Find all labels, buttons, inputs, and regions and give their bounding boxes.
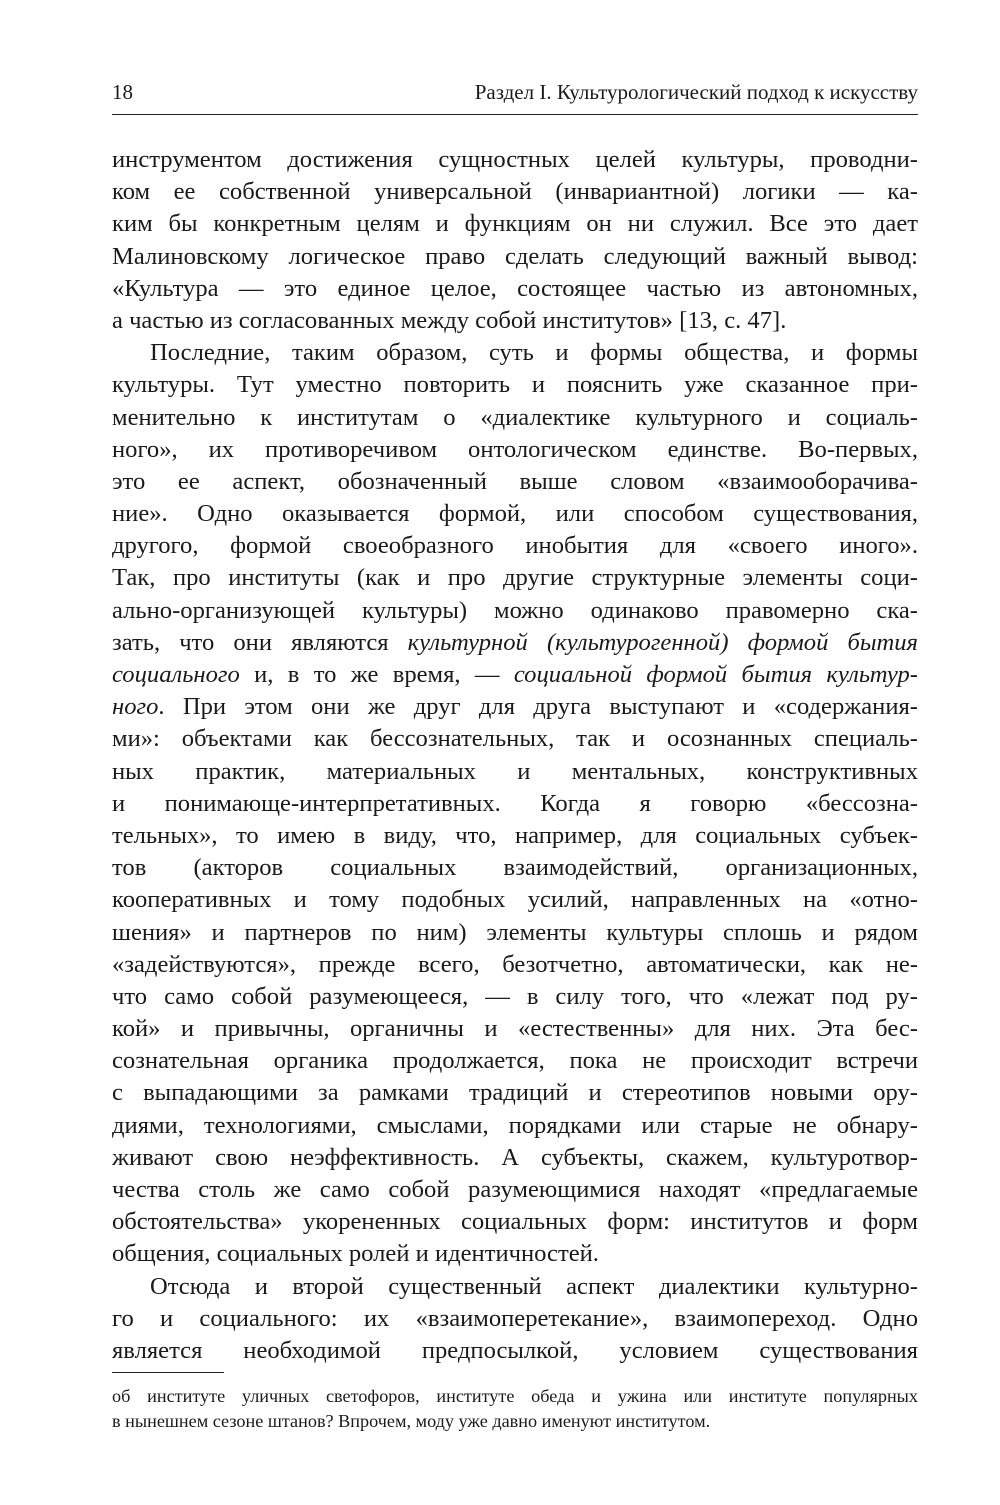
italic-phrase: ного [112,693,159,721]
text-line: является необходимой предпосылкой, условием существования [112,1336,918,1364]
italic-phrase: культурной (культурогенной) формой бытия [407,628,918,656]
text-line: кой» и привычны, органичны и «естественны» для них. Эта бес- [112,1015,918,1043]
text-line: сознательная органика продолжается, пока не происходит встречи [112,1047,918,1075]
text-line: с выпадающими за рамками традиций и стереотипов новыми ору- [112,1079,918,1107]
text-line: ально-организующей культуры) можно одинаково правомерно ска- [112,596,918,624]
text-line: другого, формой своеобразного инобытия для «своего иного». [112,532,918,560]
text-line: диями, технологиями, смыслами, порядками или старые не обнару- [112,1111,918,1139]
footnote-line: в нынешнем сезоне штанов? Впрочем, моду уже давно именуют институтом. [112,1411,711,1431]
text-line: кооперативных и тому подобных усилий, направленных на «отно- [112,886,918,914]
footnote-rule [112,1372,224,1373]
text-line: что само собой разумеющееся, — в силу того, что «лежат под ру- [112,982,918,1010]
text-line: менительно к институтам о «диалектике культурного и социаль- [112,403,918,431]
text-segment: . При этом они же друг для друга выступают и «содержания- [158,693,918,721]
text-line: «задействуются», прежде всего, безотчетно, автоматически, как не- [112,950,918,978]
text-line: ных практик, материальных и ментальных, конструктивных [112,757,918,785]
italic-phrase: социальной формой бытия культур- [513,661,918,688]
text-line: тов (акторов социальных взаимодействий, организационных, [112,854,918,882]
text-line: Отсюда и второй существенный аспект диалектики культурно- [150,1272,918,1300]
text-line: и понимающе-интерпретативных. Когда я говорю «бессозна- [112,789,918,817]
footnote-line: об институте уличных светофоров, институте обеда и ужина или институте популярных [112,1386,918,1406]
text-line: а частью из согласованных между собой институтов» [13, с. 47]. [112,306,787,334]
text-line [112,627,918,659]
text-line: «Культура — это единое целое, состоящее частью из автономных, [112,274,918,302]
text-line: шения» и партнеров по ним) элементы культуры сплошь и рядом [112,918,918,946]
text-line: Малиновскому логическое право сделать следующий важный вывод: [112,242,918,270]
text-line: обстоятельства» укорененных социальных форм: институтов и форм [112,1208,918,1236]
text-segment: зать, что они являются [112,628,408,656]
text-line: чества столь же само собой разумеющимися находят «предлагаемые [112,1176,918,1203]
italic-phrase: социального [112,661,240,688]
text-line [112,691,918,723]
main-text [112,144,918,1367]
text-line: общения, социальных ролей и идентичностей. [112,1240,599,1268]
text-line: го и социального: их «взаимоперетекание», взаимопереход. Одно [112,1304,918,1332]
page-number: 18 [112,80,133,104]
text-line: ного», их противоречивом онтологическом единстве. Во-первых, [112,435,918,463]
text-line: живают свою неэффективность. А субъекты, скажем, культуротвор- [112,1143,918,1171]
text-line: ком ее собственной универсальной (инвариантной) логики — ка- [112,178,918,206]
text-line [112,659,918,691]
text-line: это ее аспект, обозначенный выше словом «взаимооборачива- [112,467,918,495]
text-line: Последние, таким образом, суть и формы общества, и формы [150,339,918,367]
text-line: ким бы конкретным целям и функциям он ни служил. Все это дает [112,210,918,238]
text-segment: и, в то же время, — [239,661,514,688]
footnote [112,1384,918,1434]
text-line: тельных», то имею в виду, что, например, для социальных субъек- [112,821,918,849]
text-line: ние». Одно оказывается формой, или способом существования, [112,500,918,528]
running-head [112,76,918,108]
text-line: культуры. Тут уместно повторить и пояснить уже сказанное при- [112,371,918,399]
header-rule [112,114,918,115]
section-title: Раздел I. Культурологический подход к искусству [474,80,918,104]
text-line: Так, про институты (как и про другие структурные элементы соци- [112,564,918,592]
text-line: ми»: объектами как бессознательных, так и осознанных специаль- [112,725,918,753]
text-line: инструментом достижения сущностных целей культуры, проводни- [112,146,918,173]
